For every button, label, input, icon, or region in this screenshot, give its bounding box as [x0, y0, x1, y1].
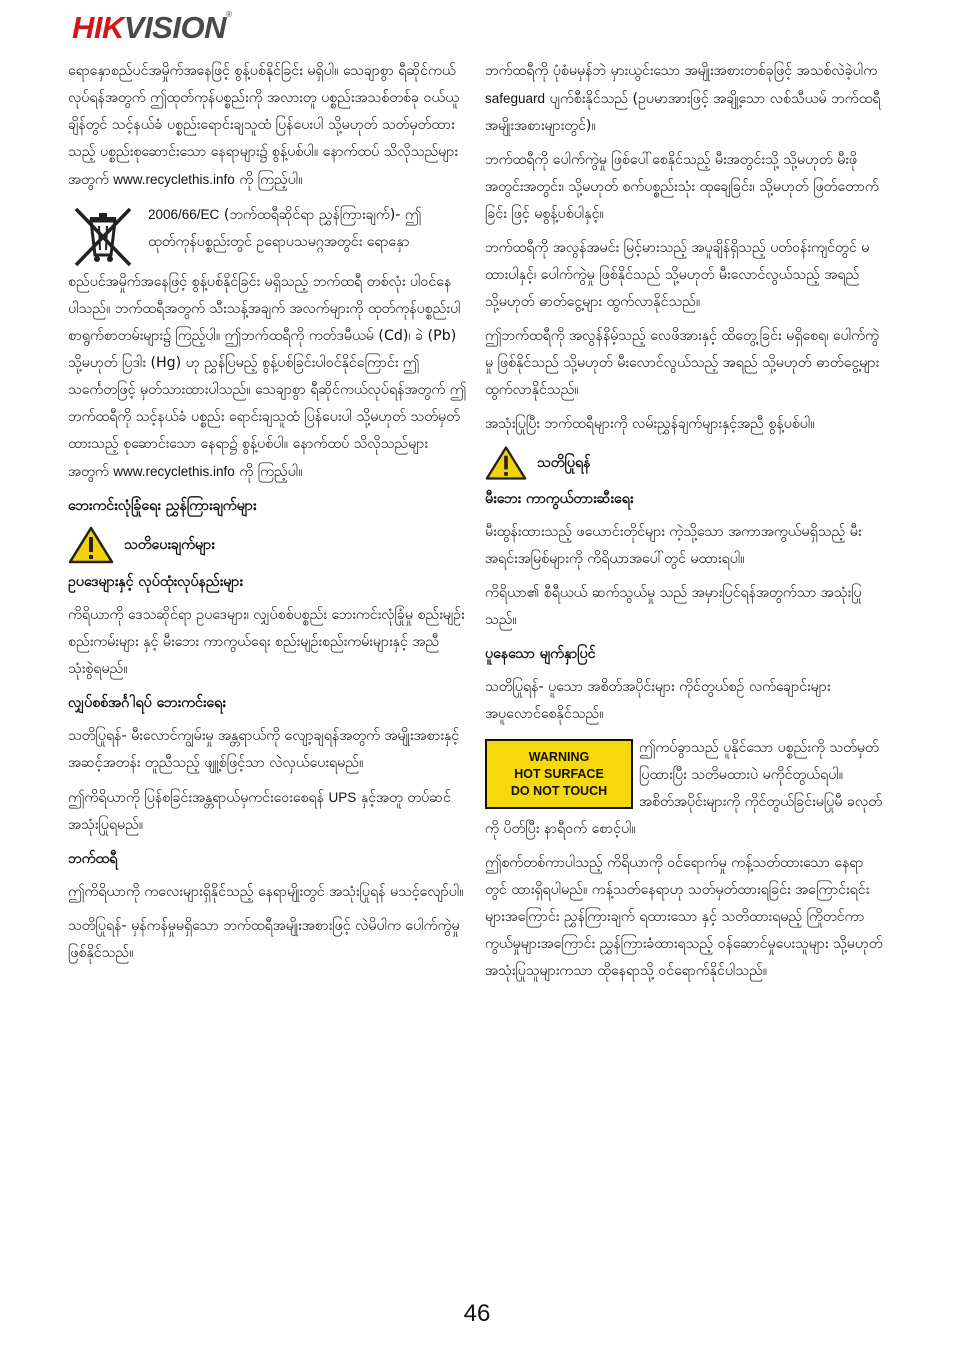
caution-heading: [485, 445, 885, 481]
paragraph-laws: ကိရိယာကို ဒေသဆိုင်ရာ ဥပဒေများ၊ လျှပ်စစ်ပစ္စည်း ဘေးကင်းလုံခြုံမှု စည်းမျဉ်းစည်းကမ်းများ နှင့် မီးဘေး ကာကွယ်ရေး စည်းမျဉ်းစည်းကမ်းများနှင့် အညီ သုံးစွဲရမည်။: [68, 607, 465, 677]
paragraph-battery-disposal: စည်ပင်အမှိုက်အနေဖြင့် စွန့်ပစ်နိုင်ခြင်း မရှိသည့် ဘက်ထရီ တစ်လုံး ပါဝင်နေပါသည်။ ဘက်ထရီအတွက် သီးသန့်အချက် အလက်များကို ထုတ်ကုန်ပစ္စည်းပါ စာရွက်စာတမ်းများ၌ ကြည့်ပါ။ ဤဘက်ထရီကို ကတ်ဒမီယမ် (Cd)၊ ခဲ (Pb) သို့မဟုတ် ပြဒါး (Hg) ဟု ညွှန်ပြမည့် စွန့်ပစ်ခြင်းပါဝင်နိုင်ကြောင်း ဤသင်္ကေတဖြင့် မှတ်သားထားပါသည်။ သေချာစွာ ရီဆိုင်ကယ်လုပ်ရန်အတွက် ဤဘက်ထရီကို သင့်နယ်ခံ ပစ္စည်း ရောင်းချသူထံ ပြန်ပေးပါ သို့မဟုတ် သတ်မှတ်ထားသည့် စုဆောင်းသော နေရာ၌ စွန့်ပစ်ပါ။ နောက်ထပ် သိလိုသည်များအတွက် www.recyclethis.info ကို ကြည့်ပါ။: [68, 274, 467, 480]
warning-triangle-icon: [485, 445, 527, 481]
paragraph-high-temp: ဘက်ထရီကို အလွန်အမင်း မြင့်မားသည့် အပူချိန်ရှိသည့် ပတ်ဝန်းကျင်တွင် မထားပါနှင့်၊ ပေါက်ကွဲမှု ဖြစ်နိုင်သည် သို့မဟုတ် မီးလောင်လွယ်သည့် အရည် သို့မဟုတ် ဓာတ်ငွေ့များ ထွက်လာနိုင်သည်။: [485, 240, 870, 310]
recyclethis-link: www.recyclethis.info: [113, 464, 235, 479]
heading-laws: ဥပဒေများနှင့် လုပ်ထုံးလုပ်နည်းများ: [68, 574, 243, 590]
battery-directive-block: [68, 201, 468, 269]
paragraph-wrong-battery: သတိပြုရန်- မှန်ကန်မှုမရှိသော ဘက်ထရီအမျိုးအစားဖြင့် လဲမိပါက ပေါက်ကွဲမှုဖြစ်နိုင်သည်။: [68, 918, 460, 961]
warnings-heading: [68, 526, 468, 564]
left-column: [68, 58, 468, 1284]
paragraph-dispose-used: အသုံးပြုပြီး ဘက်ထရီများကို လမ်းညွှန်ချက်များနှင့်အညီ စွန့်ပစ်ပါ။: [485, 416, 815, 432]
hot-surface-block: [485, 735, 885, 850]
paragraph-fire-disposal: ဘက်ထရီကို ပေါက်ကွဲမှု ဖြစ်ပေါ်စေနိုင်သည့် မီးအတွင်းသို့ သို့မဟုတ် မီးဖိုအတွင်းအတွင်း၊ သို့မဟုတ် စက်ပစ္စည်းသုံး ထုချေခြင်း၊ သို့မဟုတ် ဖြတ်တောက်ခြင်း ဖြင့် မစွန့်ပစ်ပါနှင့်။: [485, 152, 879, 222]
crossed-bin-icon: [70, 203, 136, 269]
directive-text: (ဘက်ထရီဆိုင်ရာ ညွှန်ကြားချက်)- ဤထုတ်ကုန်ပစ္စည်းတွင် ဥရောပသမဂ္ဂအတွင်း ရောနှော: [148, 207, 422, 250]
heading-hot-surface: ပူနေသော မျက်နှာပြင်: [485, 646, 596, 662]
paragraph-low-pressure: ဤဘက်ထရီကို အလွန်နိမ့်သည့် လေဖိအားနှင့် ထိတွေ့ခြင်း မရှိစေရ၊ ပေါက်ကွဲမှု ဖြစ်နိုင်သည် သို့မဟုတ် မီးလောင်လွယ်သည့် အရည် သို့မဟုတ် ဓာတ်ငွေ့များ ထွက်လာနိုင်သည်။: [485, 328, 880, 398]
right-column: [485, 58, 885, 1284]
heading-electrical-safety: လျှပ်စစ်အင်္ဂါရပ် ဘေးကင်းရေး: [68, 695, 226, 711]
hot-surface-warning-label: WARNING HOT SURFACE DO NOT TOUCH: [485, 739, 633, 809]
hikvision-logo: HIKVISION®: [72, 10, 232, 45]
paragraph-ups: ဤကိရိယာကို ပြန်စခြင်းအန္တရာယ်မှကင်းဝေးစေရန် UPS နှင့်အတူ တပ်ဆင်အသုံးပြုရမည်။: [68, 790, 451, 833]
page-number: 46: [463, 1300, 491, 1327]
caution-title: သတိပြုရန်: [537, 454, 591, 471]
directive-code: 2006/66/EC: [148, 207, 220, 222]
heading-fire-prevention: မီးဘေး ကာကွယ်တားဆီးရေး: [485, 491, 634, 507]
paragraph-fuse: သတိပြုရန်- မီးလောင်ကျွမ်းမှု အန္တရာယ်ကို လျော့ချရန်အတွက် အမျိုးအစားနှင့် အဆင့်အတန်း တူညီသည့် ဖျူ့စ်ဖြင့်သာ လဲလှယ်ပေးရမည်။: [68, 728, 460, 771]
recyclethis-link: www.recyclethis.info: [113, 172, 235, 187]
paragraph-hot-sticker: ဤကပ်ခွာသည် ပူနိုင်သော ပစ္စည်းကို သတ်မှတ်ပြထားပြီး သတိမထားပဲ မကိုင်တွယ်ရပါ။ အစိတ်အပိုင်းများကို ကိုင်တွယ်ခြင်းမပြုမီ ခလုတ်ကို ပိတ်ပြီး နာရီဝက် စောင့်ပါ။: [485, 740, 883, 837]
paragraph-serial-port: ကိရိယာ၏ စီရီယယ် ဆက်သွယ်မှု သည် အမှားပြင်ရန်အတွက်သာ အသုံးပြုသည်။: [485, 585, 862, 628]
warning-triangle-icon: [68, 526, 114, 564]
paragraph-open-flame: မီးထွန်းထားသည့် ဖယောင်းတိုင်များ ကဲ့သို့သော အကာအကွယ်မရှိသည့် မီးအရင်းအမြစ်များကို ကိရိယာအပေါ်တွင် မထားရပါ။: [485, 524, 862, 567]
paragraph-safeguard: ဘက်ထရီကို ပုံစံမမှန်ဘဲ မှားယွင်းသော အမျိုးအစားတစ်ခုဖြင့် အသစ်လဲခဲ့ပါက safeguard ပျက်စီးနိုင်သည် (ဥပမာအားဖြင့် အချို့သော လစ်သီယမ် ဘက်ထရီအမျိုးအစားများတွင်)။: [485, 63, 881, 134]
paragraph-restricted-access: ဤစက်တစ်ကာပါသည့် ကိရိယာကို ဝင်ရောက်မှု ကန့်သတ်ထားသော နေရာတွင် ထားရှိရပါမည်။ ကန့်သတ်နေရာဟု သတ်မှတ်ထားရခြင်း အကြောင်းရင်းများအကြောင်း ညွှန်ကြားချက် ရထားသော နှင့် သတိထားရမည့် ကြိုတင်ကာကွယ်မှုများအကြောင်း ညွှန်ကြားခံထားရသည့် ဝန်ဆောင်မှုပေးသူများ သို့မဟုတ် အသုံးပြုသူများကသာ ထိုနေရာသို့ ဝင်ရောက်နိုင်ပါသည်။: [485, 855, 883, 979]
paragraph-hot-parts: သတိပြုရန်- ပူသော အစိတ်အပိုင်းများ ကိုင်တွယ်စဉ် လက်ချောင်းများ အပူလောင်စေနိုင်သည်။: [485, 679, 831, 722]
paragraph-children: ဤကိရိယာကို ကလေးများရှိနိုင်သည့် နေရာမျိုးတွင် အသုံးပြုရန် မသင့်လျော်ပါ။: [68, 884, 464, 900]
paragraph-weee-intro: ရောနှောစည်ပင်အမှိုက်အနေဖြင့် စွန့်ပစ်နိုင်ခြင်း မရှိပါ။ သေချာစွာ ရီဆိုင်ကယ်လုပ်ရန်အတွက် ဤထုတ်ကုန်ပစ္စည်းကို အလားတူ ပစ္စည်းအသစ်တစ်ခု ဝယ်ယူချိန်တွင် သင့်နယ်ခံ ပစ္စည်းရောင်းချသူထံ ပြန်ပေးပါ သို့မဟုတ် သတ်မှတ်ထားသည့် ပစ္စည်းစုဆောင်းသော နေရာများ၌ စွန့်ပစ်ပါ။ နောက်ထပ် သိလိုသည်များအတွက် www.recyclethis.info ကို ကြည့်ပါ။: [68, 63, 459, 188]
heading-battery: ဘက်ထရီ: [68, 851, 118, 867]
warnings-title: သတိပေးချက်များ: [124, 536, 215, 553]
heading-safety-instructions: ဘေးကင်းလုံခြုံရေး ညွှန်ကြားချက်များ: [68, 498, 257, 514]
